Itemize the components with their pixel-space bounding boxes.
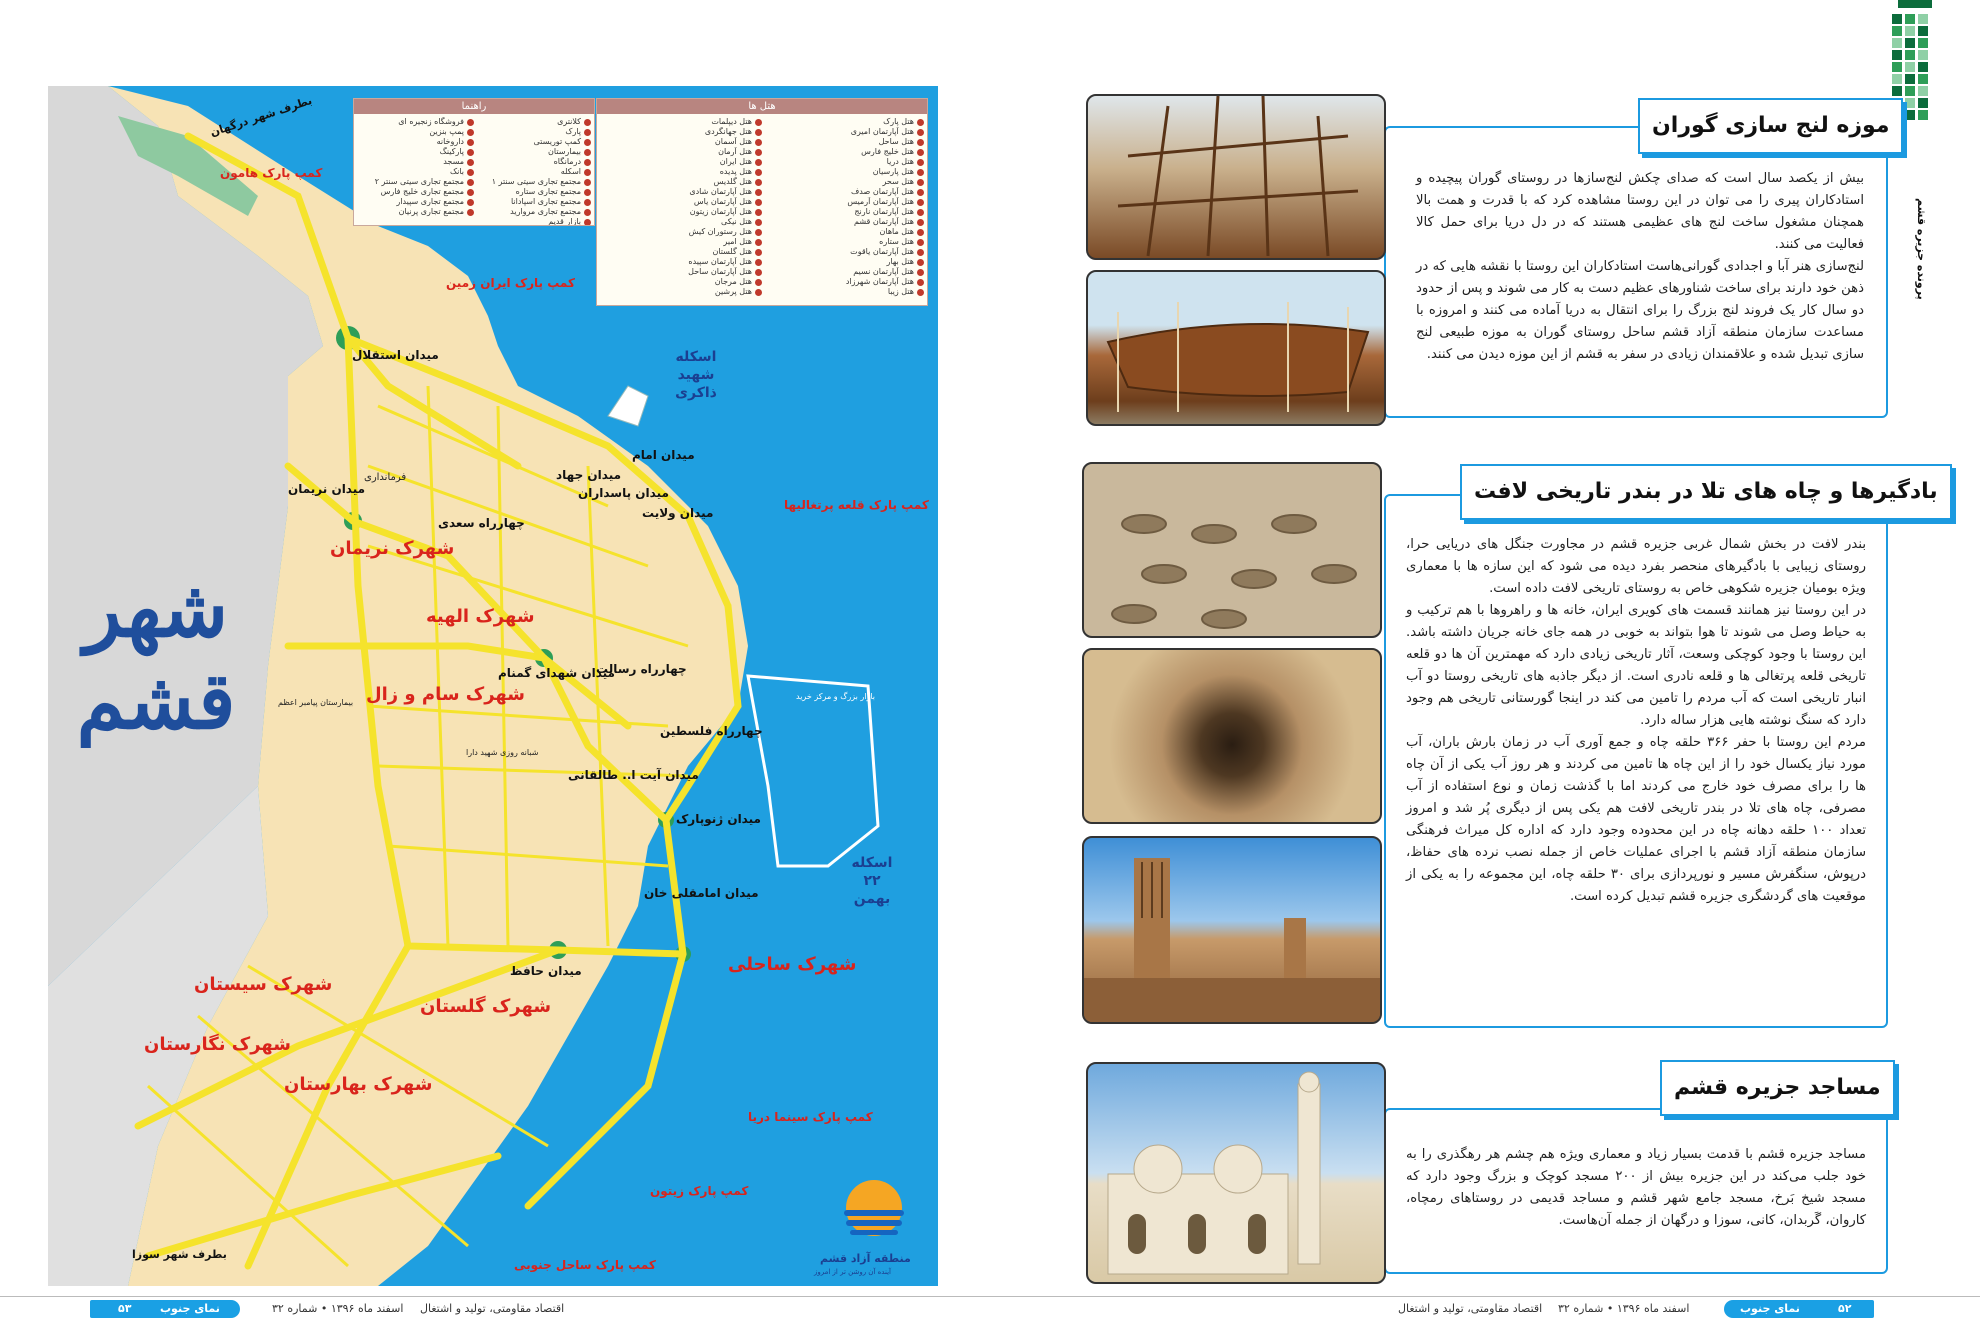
legend-item xyxy=(474,177,591,187)
park-label: کمپ پارک ساحل جنوبی xyxy=(514,1258,656,1272)
town-label: شهرک سام و زال xyxy=(366,684,526,705)
grid-square xyxy=(1918,74,1928,84)
left-slogan: اقتصاد مقاومتی، تولید و اشتغال xyxy=(420,1302,565,1315)
legend-item xyxy=(600,127,762,137)
legend-item-label: مجتمع تجاری سپیدار xyxy=(396,197,464,206)
legend-item xyxy=(762,177,924,187)
legend-marker-icon xyxy=(755,189,762,196)
legend-item-label: داروخانه xyxy=(436,137,464,146)
legend-item-label: مجتمع تجاری مروارید xyxy=(510,207,581,216)
paragraph: مردم این روستا با حفر ۳۶۶ حلقه چاه و جمع آوری آب در زمان بارش باران، آب مورد نیاز یکسال خود را از این چاه ها تامین می کردند و هر روز آب یکی از آن چاه ها را برای مصرف خود خارج می کردند اما با گذشت زمان و نوع استفاده از آب مصرفی، چاه های تلا در بندر تاریخی لافت هم یکی پس از دیگری پُر شد و امروز تعداد ۱۰۰ حلقه دهانه چاه در این محدوده وجود دارد که اداره کل میراث فرهنگی سازمان منطقه آزاد قشم با اجرای عملیات خاص از جمله نصب نرده های حفاظ، درپوش، سنگفرش مسیر و نورپردازی برای ۳۰ حلقه چاه، این مجموعه را به یکی از موقعیت های گردشگری جزیره قشم تبدیل کرده است. xyxy=(1406,735,1866,904)
mosque-icon xyxy=(1088,1064,1384,1282)
legend-marker-icon xyxy=(917,269,924,276)
legend-item xyxy=(600,187,762,197)
legend-marker-icon xyxy=(917,169,924,176)
legend-item-label: هتل ایران xyxy=(719,157,752,166)
legend-item-label: مجتمع تجاری پرنیان xyxy=(398,207,464,216)
legend-marker-icon xyxy=(917,259,924,266)
legend-item-label: هتل امیر xyxy=(723,237,752,246)
legend-item-label: مجتمع تجاری سیتی سنتر ۱ xyxy=(491,177,581,186)
badgir-photo xyxy=(1082,836,1382,1024)
legend-item xyxy=(474,147,591,157)
boat-frame-icon xyxy=(1088,96,1384,258)
legend-marker-icon xyxy=(584,159,591,166)
paragraph: لنج‌سازی هنر آبا و اجدادی گورانی‌هاست استادکاران این روستا با نقشه هایی که در ذهن خود دارند برای ساخت شناورهای عظیم دست به کار می شوند و پس از حدود دو سال کار یک فروند لنج بزرگ را برای انتقال به دریا آماده می کنند و امروزه با مساعدت سازمان منطقه آزاد قشم ساحل روستای گوران به موزه طبیعی لنج سازی تبدیل شده و علاقمندان زیادی در سفر به قشم از این موزه دیدن می کنند. xyxy=(1416,259,1864,362)
section-2-body xyxy=(1406,534,1866,908)
section-2-title: بادگیرها و چاه های تلا در بندر تاریخی لافت xyxy=(1460,464,1952,520)
sun-wave-icon xyxy=(838,1176,910,1248)
legend-marker-icon xyxy=(584,209,591,216)
legend-item xyxy=(600,287,762,297)
legend-item xyxy=(474,117,591,127)
legend-marker-icon xyxy=(584,199,591,206)
right-issue: اسفند ماه ۱۳۹۶ • شماره ۳۲ xyxy=(1558,1302,1690,1315)
legend-item-label: هتل آپارتمان شهرزاد xyxy=(845,277,914,286)
square-label: میدان شهدای گمنام xyxy=(498,666,615,680)
legend-item xyxy=(762,227,924,237)
legend-item xyxy=(762,197,924,207)
square-label: چهارراه سعدی xyxy=(438,516,525,530)
free-zone-logo xyxy=(838,1176,910,1248)
left-magazine-name: نمای جنوب xyxy=(160,1302,220,1315)
left-issue: اسفند ماه ۱۳۹۶ • شماره ۳۲ xyxy=(272,1302,404,1315)
grid-square xyxy=(1892,26,1902,36)
legend-item xyxy=(357,157,474,167)
pier-label: اسکله ۲۲ بهمن xyxy=(851,855,893,907)
legend-marker-icon xyxy=(755,289,762,296)
legend-item-label: هتل نیکی xyxy=(721,217,752,226)
legend-item xyxy=(600,177,762,187)
square-label: میدان جهاد xyxy=(556,468,622,482)
park-label: کمپ پارک قلعه پرتغالیها xyxy=(784,498,929,512)
legend-item xyxy=(600,227,762,237)
paragraph: بیش از یکصد سال است که صدای چکش لنج‌سازها در روستای گوران پیچیده و استادکاران پیری را می توان در این روستا مشاهده کرد که با قدرت و همت بالا همچنان مشغول ساخت لنج های عظیمی هستند که در دل دریا برای حمل کالا فعالیت می کنند. xyxy=(1416,171,1864,252)
legend-item-label: هتل آپارتمان سپیده xyxy=(688,257,752,266)
legend-marker-icon xyxy=(755,149,762,156)
grid-square xyxy=(1905,14,1915,24)
legend-item xyxy=(762,287,924,297)
legend-marker-icon xyxy=(755,179,762,186)
grid-square xyxy=(1892,62,1902,72)
grid-square xyxy=(1918,14,1928,24)
legend-marker-icon xyxy=(467,149,474,156)
legend-marker-icon xyxy=(467,169,474,176)
side-label: پرونده جزیره قشم xyxy=(1915,198,1928,300)
legend-item xyxy=(357,117,474,127)
right-magazine-name: نمای جنوب xyxy=(1740,1302,1800,1315)
legend-item-label: هتل دریا xyxy=(886,157,914,166)
legend-item-label: هتل پرشین xyxy=(714,287,752,296)
legend-item xyxy=(600,157,762,167)
legend-marker-icon xyxy=(917,149,924,156)
square-label: میدان امام xyxy=(632,448,695,462)
grid-square xyxy=(1918,26,1928,36)
legend-item-label: هتل زیبا xyxy=(887,287,914,296)
legend-item-label: هتل آپارتمان صدف xyxy=(851,187,914,196)
legend-item xyxy=(474,207,591,217)
free-zone-name: منطقه آزاد قشم xyxy=(820,1252,911,1265)
square-label: میدان حافظ xyxy=(510,964,582,978)
legend-item xyxy=(600,247,762,257)
legend-item xyxy=(600,237,762,247)
town-label: شهرک سیستان xyxy=(194,974,333,995)
legend-item-label: هتل خلیج فارس xyxy=(861,147,914,156)
town-label: شهرک ساحلی xyxy=(728,954,857,975)
legend-item xyxy=(762,157,924,167)
legend-marker-icon xyxy=(755,199,762,206)
legend-guide xyxy=(353,98,595,226)
town-label: شهرک نگارستان xyxy=(144,1034,291,1055)
grid-square xyxy=(1905,50,1915,60)
section-1-body xyxy=(1416,168,1864,366)
legend-marker-icon xyxy=(755,239,762,246)
other-label: شبانه روزی شهید دارا xyxy=(466,748,539,757)
legend-item-label: هتل پارسیان xyxy=(872,167,914,176)
grid-square xyxy=(1905,38,1915,48)
grid-square xyxy=(1918,110,1928,120)
grid-square xyxy=(1905,62,1915,72)
square-label: میدان نریمان xyxy=(288,482,366,496)
legend-marker-icon xyxy=(917,129,924,136)
legend-marker-icon xyxy=(917,279,924,286)
legend-item-label: هتل رستوران کیش xyxy=(688,227,752,236)
legend-item-label: هتل گلدیس xyxy=(713,177,752,186)
legend-item xyxy=(600,207,762,217)
legend-marker-icon xyxy=(467,199,474,206)
legend-marker-icon xyxy=(584,149,591,156)
grid-square xyxy=(1892,38,1902,48)
grid-square xyxy=(1905,26,1915,36)
grid-square xyxy=(1918,98,1928,108)
legend-marker-icon xyxy=(584,129,591,136)
legend-item-label: هتل آپارتمان نسیم xyxy=(853,267,914,276)
legend-item xyxy=(600,147,762,157)
legend-marker-icon xyxy=(755,229,762,236)
grid-square xyxy=(1905,74,1915,84)
legend-item-label: هتل دیپلمات xyxy=(711,117,752,126)
legend-marker-icon xyxy=(755,159,762,166)
legend-item xyxy=(600,137,762,147)
grid-square xyxy=(1905,110,1915,120)
grid-square xyxy=(1892,14,1902,24)
legend-item xyxy=(357,197,474,207)
legend-item-label: هتل بهار xyxy=(886,257,914,266)
other-label: فرمانداری xyxy=(364,472,407,483)
side-top-bar xyxy=(1898,0,1932,8)
legend-item-label: بیمارستان xyxy=(548,147,581,156)
legend-item xyxy=(600,117,762,127)
legend-item xyxy=(762,167,924,177)
legend-item xyxy=(762,237,924,247)
legend-marker-icon xyxy=(755,209,762,216)
legend-marker-icon xyxy=(755,259,762,266)
legend-item xyxy=(474,217,591,226)
legend-marker-icon xyxy=(467,119,474,126)
legend-item-label: هتل ساحل xyxy=(878,137,914,146)
legend-guide-title: راهنما xyxy=(354,99,594,114)
legend-item xyxy=(474,197,591,207)
legend-item-label: هتل جهانگردی xyxy=(704,127,752,136)
legend-item xyxy=(357,137,474,147)
legend-marker-icon xyxy=(467,209,474,216)
legend-marker-icon xyxy=(755,249,762,256)
legend-item-label: هتل گلستان xyxy=(712,247,752,256)
legend-marker-icon xyxy=(584,219,591,226)
grid-square xyxy=(1892,86,1902,96)
legend-item xyxy=(762,257,924,267)
legend-item xyxy=(762,217,924,227)
legend-item xyxy=(357,177,474,187)
legend-marker-icon xyxy=(584,169,591,176)
legend-item xyxy=(357,167,474,177)
road-label: بطرف شهر درگهان xyxy=(208,93,314,140)
legend-marker-icon xyxy=(917,189,924,196)
legend-item-label: هتل آرمان xyxy=(718,147,752,156)
legend-item xyxy=(762,277,924,287)
grid-square xyxy=(1918,62,1928,72)
legend-marker-icon xyxy=(917,119,924,126)
legend-item-label: هتل ماهان xyxy=(879,227,914,236)
town-label: شهرک گلستان xyxy=(420,996,552,1017)
free-zone-sub: آینده آن روشن تر از امروز xyxy=(814,1268,891,1276)
legend-marker-icon xyxy=(755,219,762,226)
legend-marker-icon xyxy=(755,269,762,276)
well-closeup-photo xyxy=(1082,648,1382,824)
legend-item-label: مسجد xyxy=(443,157,464,166)
tala-wells-photo xyxy=(1082,462,1382,638)
legend-marker-icon xyxy=(755,129,762,136)
footer-rule xyxy=(0,1296,1980,1297)
legend-item xyxy=(762,137,924,147)
legend-marker-icon xyxy=(917,219,924,226)
legend-marker-icon xyxy=(467,179,474,186)
park-label: کمپ پارک هامون xyxy=(220,166,323,180)
wells-icon xyxy=(1084,464,1380,636)
legend-marker-icon xyxy=(917,199,924,206)
legend-item-label: مجتمع تجاری خلیج فارس xyxy=(380,187,464,196)
legend-item xyxy=(474,187,591,197)
legend-item-label: هتل پدیده xyxy=(719,167,752,176)
legend-marker-icon xyxy=(917,209,924,216)
legend-item-label: اسکله xyxy=(560,167,581,176)
legend-item-label: هتل آپارتمان زیتون xyxy=(689,207,752,216)
legend-item xyxy=(762,127,924,137)
legend-item-label: کمپ توریستی xyxy=(533,137,581,146)
legend-item-label: فروشگاه زنجیره ای xyxy=(398,117,464,126)
legend-marker-icon xyxy=(917,159,924,166)
legend-item-label: مجتمع تجاری اسپادانا xyxy=(510,197,581,206)
paragraph: در این روستا نیز همانند قسمت های کویری ایران، خانه ها و راهروها با هم ترکیب و به حیاط وصل می شوند تا هوا بتواند به خوبی در همه جای خانه جریان داشته باشد. این روستا با وجود کوچکی وسعت، آثار تاریخی زیادی دارد که مهمترین آن ها دو قلعه تاریخی قلعه پرتغالی ها و قلعه نادری است. از دیگر جاذبه های تاریخی روستا دو آب انبار تاریخی است که آب مردم را تامین می کند در اینجا گورستانی تاریخی هم وجود دارد که سنگ نوشته هایی هزار ساله دارد. xyxy=(1406,603,1866,728)
legend-item-label: هتل آپارتمان آرمیس xyxy=(847,197,914,206)
legend-item-label: هتل آپارتمان امیری xyxy=(850,127,914,136)
legend-item-label: هتل آپارتمان یاقوت xyxy=(850,247,914,256)
square-label: میدان امامقلی خان xyxy=(644,886,759,900)
legend-marker-icon xyxy=(917,239,924,246)
grid-square xyxy=(1918,50,1928,60)
legend-item xyxy=(762,117,924,127)
park-label: کمپ پارک ایران زمین xyxy=(446,276,575,290)
mosque-photo xyxy=(1086,1062,1386,1284)
town-label: شهرک نریمان xyxy=(330,538,455,559)
legend-item-label: کلانتری xyxy=(557,117,581,126)
park-label: کمپ پارک زیتون xyxy=(650,1184,749,1198)
square-label: میدان ژنوپارک xyxy=(676,812,761,826)
legend-item xyxy=(357,127,474,137)
legend-marker-icon xyxy=(467,139,474,146)
legend-marker-icon xyxy=(917,179,924,186)
legend-marker-icon xyxy=(584,119,591,126)
other-label: بیمارستان پیامبر اعظم xyxy=(278,698,354,707)
right-slogan: اقتصاد مقاومتی، تولید و اشتغال xyxy=(1398,1302,1543,1315)
legend-marker-icon xyxy=(467,159,474,166)
section-1-title: موزه لنج سازی گوران xyxy=(1638,98,1903,154)
legend-item xyxy=(600,267,762,277)
legend-item-label: پارکینگ xyxy=(439,147,464,156)
other-label: بازار بزرگ و مرکز خرید xyxy=(796,692,876,701)
town-label: شهرک بهارستان xyxy=(284,1074,433,1095)
square-label: چهارراه رسالت xyxy=(596,662,687,676)
legend-marker-icon xyxy=(917,139,924,146)
city-title: شهر قشم xyxy=(76,564,236,747)
square-label: میدان ولایت xyxy=(642,506,714,520)
lenj-boat-photo xyxy=(1086,270,1386,426)
qeshm-city-map xyxy=(48,86,938,1286)
paragraph: بندر لافت در بخش شمال غربی جزیره قشم در مجاورت جنگل های دریایی حرا، روستای زیبایی با بادگیرهای منحصر بفرد دیده می شود که این سازه ها با معماری ویژه بومیان جزیره شکوهی خاص به روستای تاریخی لافت داده است. xyxy=(1406,537,1866,596)
legend-item xyxy=(762,207,924,217)
legend-item xyxy=(600,257,762,267)
pier-label: اسکله شهید ذاکری xyxy=(675,349,717,401)
paragraph: مساجد جزیره قشم با قدمت بسیار زیاد و معماری ویژه هم چشم هر رهگذری را به خود جلب می‌کند در این جزیره بیش از ۲۰۰ مسجد کوچک و بزرگ وجود دارد که مسجد شیخ بَرخ، مسجد جامع شهر قشم و مساجد قدیمی در روستاهای رمچاه، کاروان، گَربدان، کانی، سوزا و درگهان از جمله آن‌هاست. xyxy=(1406,1147,1866,1228)
legend-marker-icon xyxy=(584,179,591,186)
legend-item xyxy=(474,127,591,137)
legend-item xyxy=(600,217,762,227)
legend-item xyxy=(474,157,591,167)
grid-square xyxy=(1892,74,1902,84)
legend-item-label: هتل ستاره xyxy=(879,237,914,246)
legend-item-label: هتل پارک xyxy=(883,117,914,126)
legend-item-label: هتل آپارتمان شادی xyxy=(689,187,752,196)
legend-marker-icon xyxy=(917,229,924,236)
section-3-title: مساجد جزیره قشم xyxy=(1660,1060,1895,1116)
grid-square xyxy=(1892,50,1902,60)
park-label: کمپ پارک سینما دریا xyxy=(748,1110,873,1124)
legend-item-label: هتل سحر xyxy=(882,177,914,186)
legend-item-label: درمانگاه xyxy=(553,157,581,166)
right-page-number: ۵۲ xyxy=(1838,1302,1852,1315)
legend-item-label: هتل مرجان xyxy=(714,277,752,286)
legend-item-label: پمپ بنزین xyxy=(429,127,464,136)
legend-hotels-title: هتل ها xyxy=(597,99,927,114)
legend-item-label: بازار قدیم xyxy=(548,217,581,226)
legend-item-label: هتل آپارتمان نارنج xyxy=(854,207,914,216)
legend-marker-icon xyxy=(467,189,474,196)
legend-item xyxy=(357,207,474,217)
legend-item xyxy=(600,197,762,207)
legend-marker-icon xyxy=(584,139,591,146)
legend-item xyxy=(474,167,591,177)
legend-item-label: مجتمع تجاری سیتی سنتر ۲ xyxy=(374,177,464,186)
grid-square xyxy=(1918,38,1928,48)
legend-item xyxy=(600,277,762,287)
legend-guide-list xyxy=(354,114,594,226)
legend-marker-icon xyxy=(755,139,762,146)
legend-hotels xyxy=(596,98,928,306)
legend-item xyxy=(600,167,762,177)
town-label: شهرک الهیه xyxy=(426,606,535,627)
legend-item-label: مجتمع تجاری ستاره xyxy=(515,187,581,196)
square-label: میدان پاسداران xyxy=(578,486,669,500)
legend-marker-icon xyxy=(584,189,591,196)
legend-item-label: بانک xyxy=(449,167,464,176)
section-3-body xyxy=(1406,1144,1866,1232)
legend-item xyxy=(762,147,924,157)
grid-square xyxy=(1918,86,1928,96)
legend-marker-icon xyxy=(755,119,762,126)
legend-item-label: پارک xyxy=(565,127,581,136)
grid-square xyxy=(1905,98,1915,108)
legend-item xyxy=(474,137,591,147)
square-label: میدان استقلال xyxy=(352,348,439,362)
grid-square xyxy=(1905,86,1915,96)
lenj-frame-photo xyxy=(1086,94,1386,260)
legend-marker-icon xyxy=(755,279,762,286)
legend-hotels-list xyxy=(597,114,927,300)
square-label: میدان آیت ا.. طالقانی xyxy=(568,768,699,782)
legend-item xyxy=(762,267,924,277)
legend-item-label: هتل آسمان xyxy=(714,137,752,146)
legend-marker-icon xyxy=(467,129,474,136)
legend-item-label: هتل آپارتمان یاس xyxy=(693,197,752,206)
road-label: بطرف شهر سوزا xyxy=(132,1248,227,1261)
legend-item-label: هتل آپارتمان ساحل xyxy=(688,267,752,276)
legend-item-label: هتل آپارتمان قشم xyxy=(854,217,914,226)
legend-marker-icon xyxy=(755,169,762,176)
square-label: چهارراه فلسطین xyxy=(660,724,763,738)
zakeri-pier xyxy=(608,386,648,426)
legend-marker-icon xyxy=(917,249,924,256)
left-page-number: ۵۳ xyxy=(118,1302,132,1315)
legend-item xyxy=(762,247,924,257)
boat-hull-icon xyxy=(1088,272,1384,424)
legend-marker-icon xyxy=(917,289,924,296)
legend-item xyxy=(357,187,474,197)
windcatcher-icon xyxy=(1084,838,1380,1022)
legend-item xyxy=(762,187,924,197)
legend-item xyxy=(357,147,474,157)
bahman-pier xyxy=(748,676,878,866)
